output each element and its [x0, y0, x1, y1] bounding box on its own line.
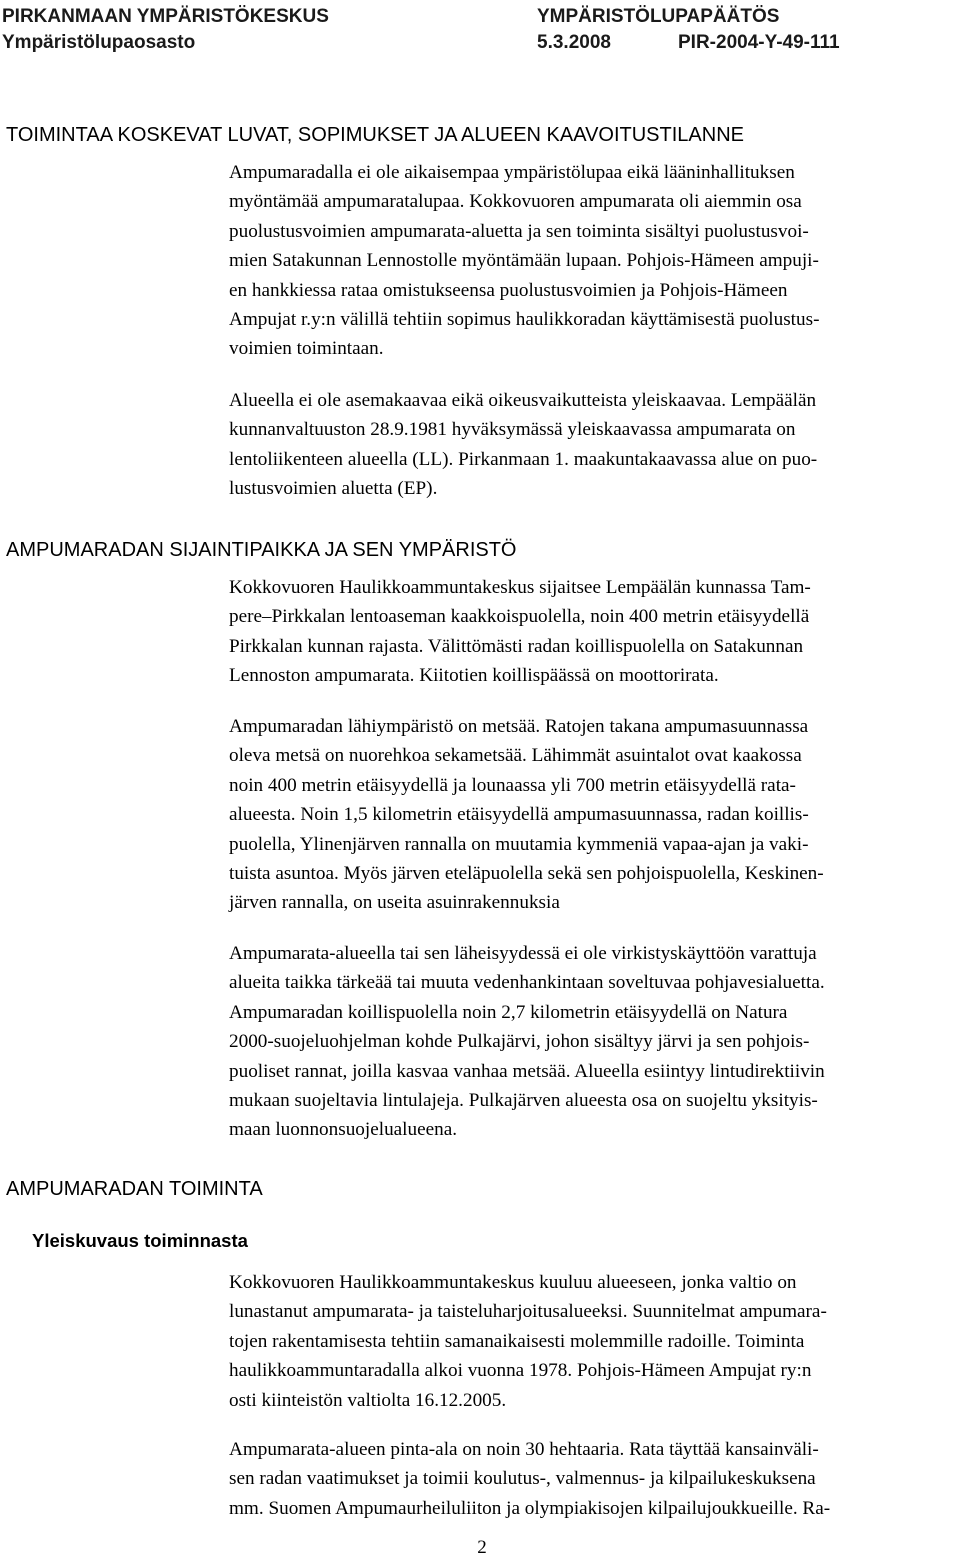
paragraph-permits-2 [229, 386, 953, 504]
text-line: lunastanut ampumarata- ja taisteluharjoitusalueeksi. Suunnitelmat ampumara- [229, 1301, 827, 1323]
header-organization: PIRKANMAAN YMPÄRISTÖKESKUS [2, 6, 329, 27]
paragraph-location-2 [229, 712, 953, 918]
text-line: Ampujat r.y:n välillä tehtiin sopimus haulikkoradan käyttämisestä puolustus- [229, 309, 820, 331]
text-line: lustusvoimien aluetta (EP). [229, 478, 438, 500]
text-line: Ampumaradalla ei ole aikaisempaa ympäristölupaa eikä lääninhallituksen [229, 162, 795, 183]
text-line: noin 400 metrin etäisyydellä ja lounaassa yli 700 metrin etäisyydellä rata- [229, 774, 796, 796]
text-line: Ampumarata-alueen pinta-ala on noin 30 hehtaaria. Rata täyttää kansainväli- [229, 1439, 819, 1460]
text-line: en hankkiessa rataa omistukseensa puolustusvoimien ja Pohjois-Hämeen [229, 279, 788, 301]
text-line: osti kiinteistön valtiolta 16.12.2005. [229, 1389, 507, 1411]
text-line: voimien toimintaan. [229, 338, 384, 360]
text-line: mukaan suojeltavia lintulajeja. Pulkajärven alueesta osa on suojeltu yksityis- [229, 1090, 818, 1112]
text-line: alueita taikka tärkeää tai muuta vedenhankintaan soveltuvaa pohjavesialuetta. [229, 972, 825, 994]
header-unit: Ympäristölupaosasto [2, 32, 196, 53]
header-document-type: YMPÄRISTÖLUPAPÄÄTÖS [537, 6, 780, 27]
text-line: lentoliikenteen alueella (LL). Pirkanmaan 1. maakuntakaavassa alue on puo- [229, 448, 818, 470]
text-line: Ampumarata-alueella tai sen läheisyydessä ei ole virkistyskäyttöön varattuja [229, 943, 817, 964]
text-line: Ampumaradan lähiympäristö on metsää. Ratojen takana ampumasuunnassa [229, 716, 809, 737]
text-line: Pirkkalan kunnan rajasta. Välittömästi radan koillispuolella on Satakunnan [229, 635, 804, 657]
text-line: haulikkoammuntaradalla alkoi vuonna 1978. Pohjois-Hämeen Ampujat ry:n [229, 1360, 812, 1382]
paragraph-location-3 [229, 939, 953, 1145]
section-heading-location: AMPUMARADAN SIJAINTIPAIKKA JA SEN YMPÄRISTÖ [6, 539, 517, 561]
subheading-overview: Yleiskuvaus toiminnasta [32, 1230, 248, 1251]
text-line: alueesta. Noin 1,5 kilometrin etäisyydellä ampumasuunnassa, radan koillis- [229, 804, 809, 826]
text-line: kunnanvaltuuston 28.9.1981 hyväksymässä yleiskaavassa ampumarata on [229, 419, 796, 441]
header-date: 5.3.2008 [537, 32, 611, 53]
text-line: Kokkovuoren Haulikkoammuntakeskus sijaitsee Lempäälän kunnassa Tam- [229, 577, 811, 598]
text-line: puoliset rannat, joilla kasvaa vanhaa metsää. Alueella esiintyy lintudirektiivin [229, 1060, 825, 1082]
text-line: mm. Suomen Ampumaurheiluliiton ja olympiakisojen kilpailujoukkueille. Ra- [229, 1497, 831, 1519]
text-line: Alueella ei ole asemakaavaa eikä oikeusvaikutteista yleiskaavaa. Lempäälän [229, 390, 817, 411]
text-line: 2000-suojeluohjelman kohde Pulkajärvi, johon sisältyy järvi ja sen pohjois- [229, 1031, 810, 1053]
section-heading-permits: TOIMINTAA KOSKEVAT LUVAT, SOPIMUKSET JA ALUEEN KAAVOITUSTILANNE [6, 124, 744, 146]
text-line: oleva metsä on nuorehkoa sekametsää. Lähimmät asuintalot ovat kaakossa [229, 745, 802, 767]
paragraph-operation-1 [229, 1268, 953, 1415]
paragraph-location-1 [229, 573, 953, 691]
paragraph-operation-2 [229, 1435, 953, 1523]
text-line: tuista asuntoa. Myös järven eteläpuolella sekä sen pohjoispuolella, Keskinen- [229, 863, 824, 885]
header-document-id: PIR-2004-Y-49-111 [678, 32, 840, 53]
paragraph-permits-1 [229, 158, 953, 364]
text-line: maan luonnonsuojelualueena. [229, 1119, 458, 1141]
text-line: järven rannalla, on useita asuinrakennuksia [229, 892, 560, 914]
page-number: 2 [477, 1537, 487, 1558]
text-line: Ampumaradan koillispuolella noin 2,7 kilometrin etäisyydellä on Natura [229, 1001, 788, 1023]
text-line: myöntämää ampumaratalupaa. Kokkovuoren ampumarata oli aiemmin osa [229, 191, 802, 213]
text-line: tojen rakentamisesta tehtiin samanaikaisesti molemmille radoille. Toiminta [229, 1330, 805, 1352]
text-line: sen radan vaatimukset ja toimii koulutus-, valmennus- ja kilpailukeskuksena [229, 1468, 816, 1490]
text-line: Kokkovuoren Haulikkoammuntakeskus kuuluu alueeseen, jonka valtio on [229, 1272, 797, 1293]
text-line: Lennoston ampumarata. Kiitotien koillispäässä on moottorirata. [229, 665, 719, 687]
section-heading-operation: AMPUMARADAN TOIMINTA [6, 1178, 263, 1200]
text-line: puolella, Ylinenjärven rannalla on muutamia kymmeniä vapaa-ajan ja vaki- [229, 833, 809, 855]
text-line: mien Satakunnan Lennostolle myöntämään lupaan. Pohjois-Hämeen ampuji- [229, 250, 819, 272]
text-line: pere–Pirkkalan lentoaseman kaakkoispuolella, noin 400 metrin etäisyydellä [229, 606, 810, 628]
text-line: puolustusvoimien ampumarata-aluetta ja sen toiminta sisältyi puolustusvoi- [229, 220, 809, 242]
